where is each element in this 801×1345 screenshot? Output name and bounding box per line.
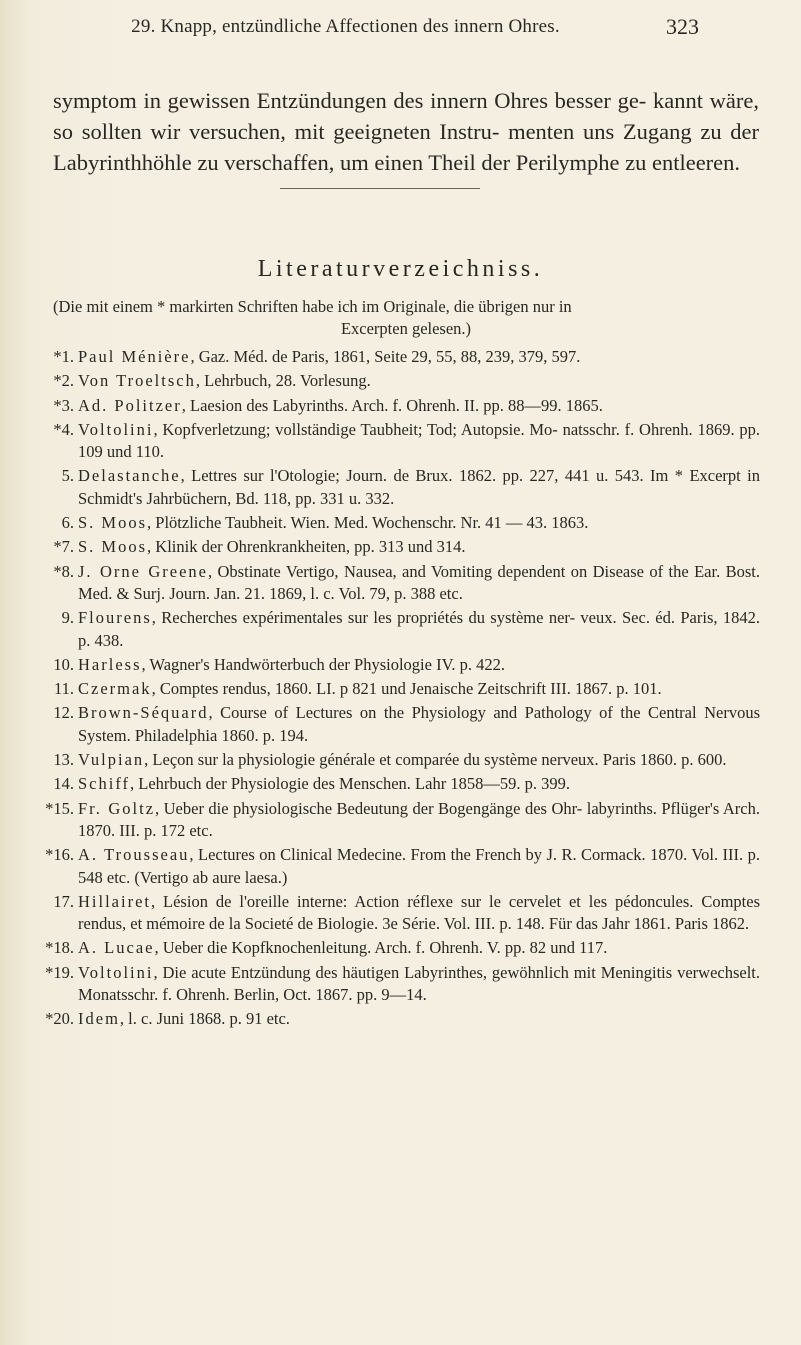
reference-text: , Ueber die physiologische Bedeutung der Bogengänge des Ohr- labyrinths. Pflüger's Arch. 1870. III. p. 172 etc. xyxy=(78,798,761,840)
reference-number: 10. xyxy=(53,654,74,674)
reference-text: , Klinik der Ohrenkrankheiten, pp. 313 und 314. xyxy=(147,537,466,557)
reference-text: , Die acute Entzündung des häutigen Labyrinthes, gewöhnlich mit Meningitis verwechselt. Monatsschr. f. Ohrenh. Berlin, Oct. 1867. pp. 9—14. xyxy=(78,962,760,1005)
reference-number: *7. xyxy=(53,537,74,557)
running-header xyxy=(0,14,801,40)
reference-number: *3. xyxy=(53,395,74,415)
reference-item xyxy=(40,798,760,843)
reference-author: S. Moos xyxy=(78,513,148,533)
reference-number: *19. xyxy=(45,962,74,982)
reference-author: S. Moos xyxy=(78,537,148,557)
reference-number: 5. xyxy=(61,466,74,486)
reference-author: Vulpian xyxy=(78,750,145,770)
reference-item xyxy=(40,678,760,700)
reference-text: , Obstinate Vertigo, Nausea, and Vomiting dependent on Disease of the Ear. Bost. Med. & Surj. Journ. Jan. 21. 1869, l. c. Vol. 79, p. 388 etc. xyxy=(78,561,760,603)
reference-number: *4. xyxy=(53,419,74,439)
reference-text: , Lehrbuch der Physiologie des Menschen. Lahr 1858—59. p. 399. xyxy=(130,774,570,794)
reference-item xyxy=(40,512,760,534)
reference-text: , Lettres sur l'Otologie; Journ. de Brux. 1862. pp. 227, 441 u. 543. Im * Excerpt in Schmidt's Jahrbüchern, Bd. 118, pp. 331 u. 332. xyxy=(78,466,760,508)
reference-item xyxy=(40,844,760,889)
reference-author: Brown-Séquard xyxy=(78,703,209,723)
reference-author: Voltolini xyxy=(78,962,154,982)
reference-author: A. Lucae xyxy=(78,938,155,958)
reference-author: Czermak xyxy=(78,679,152,699)
reference-number: *18. xyxy=(45,938,74,958)
reference-author: Harless xyxy=(78,654,142,674)
reference-number: 6. xyxy=(61,513,74,533)
reference-text: , Lectures on Clinical Medecine. From the French by J. R. Cormack. 1870. Vol. III. p. 548 etc. (Vertigo ab aure laesa.) xyxy=(78,845,760,887)
reference-author: Von Troeltsch xyxy=(78,371,196,391)
reference-item xyxy=(40,749,760,771)
reference-item xyxy=(40,395,760,417)
reference-number: *20. xyxy=(45,1009,74,1029)
reference-author: Hillairet xyxy=(78,891,151,911)
reference-author: Voltolini xyxy=(78,419,154,439)
reference-author: Paul Ménière xyxy=(78,347,191,366)
reference-item xyxy=(40,370,760,392)
reference-item xyxy=(40,346,760,368)
reference-text: , l. c. Juni 1868. p. 91 etc. xyxy=(119,1009,290,1029)
reference-text: , Recherches expérimentales sur les propriétés du système ner- veux. Sec. éd. Paris, 1842. p. 438. xyxy=(78,608,760,650)
reference-author: Fr. Goltz xyxy=(78,798,156,818)
reference-text: , Course of Lectures on the Physiology and Pathology of the Central Nervous System. Philadelphia 1860. p. 194. xyxy=(78,703,760,745)
reference-author: A. Trousseau xyxy=(78,845,190,865)
reference-number: *16. xyxy=(45,845,74,865)
reference-text: , Lésion de l'oreille interne: Action réflexe sur le cervelet et les pédoncules. Comptes rendus, et mémoire de la Societé de Biologie. 3e Série. Vol. III. p. 148. Für das Jahr 1861. Paris 1862. xyxy=(78,891,760,934)
reference-author: Idem xyxy=(78,1009,120,1029)
section-heading: Literaturverzeichniss. xyxy=(257,256,544,282)
reference-list xyxy=(40,346,760,1033)
reference-item xyxy=(40,937,760,959)
reference-text: , Plötzliche Taubheit. Wien. Med. Wochenschr. Nr. 41 — 43. 1863. xyxy=(147,513,589,533)
note-line-2: Excerpten gelesen.) xyxy=(340,319,472,338)
reference-text: , Laesion des Labyrinths. Arch. f. Ohrenh. II. pp. 88—99. 1865. xyxy=(181,395,603,415)
reference-number: *1. xyxy=(53,347,74,366)
intro-paragraph: symptom in gewissen Entzündungen des innern Ohres besser ge- kannt wäre, so sollten wir versuchen, mit geeigneten Instru- menten uns Zugang zu der Labyrinthhöhle zu verschaffen, um einen Theil der Perilymphe zu entleeren. xyxy=(53,87,759,175)
reference-number: 12. xyxy=(53,703,74,723)
reference-number: 9. xyxy=(61,608,74,628)
reference-author: Delastanche xyxy=(78,466,181,486)
reference-item xyxy=(40,465,760,510)
reference-item xyxy=(40,1008,760,1030)
reference-item xyxy=(40,773,760,795)
reference-number: 14. xyxy=(53,774,74,794)
reference-text: , Ueber die Kopfknochenleitung. Arch. f. Ohrenh. V. pp. 82 und 117. xyxy=(154,938,608,958)
reference-number: 11. xyxy=(53,679,74,699)
reference-item xyxy=(40,654,760,676)
reference-text: , Lehrbuch, 28. Vorlesung. xyxy=(195,371,371,391)
reference-text: , Comptes rendus, 1860. LI. p 821 und Jenaische Zeitschrift III. 1867. p. 101. xyxy=(151,679,662,699)
reference-text: , Kopfverletzung; vollständige Taubheit; Tod; Autopsie. Mo- natsschr. f. Ohrenh. 1869. pp. 109 und 110. xyxy=(78,419,760,462)
reference-item xyxy=(40,536,760,558)
reference-item xyxy=(40,561,760,606)
reference-author: Ad. Politzer xyxy=(78,395,182,415)
reference-item xyxy=(40,607,760,652)
note-line-1: (Die mit einem * markirten Schriften habe ich im Originale, die übrigen nur in xyxy=(53,297,572,316)
reference-author: Flourens xyxy=(78,608,152,628)
reference-number: *15. xyxy=(45,798,74,818)
running-title: 29. Knapp, entzündliche Affectionen des innern Ohres. xyxy=(131,16,560,37)
reference-number: *8. xyxy=(53,561,74,581)
reference-item xyxy=(40,962,760,1007)
reference-text: , Leçon sur la physiologie générale et comparée du système nerveux. Paris 1860. p. 600. xyxy=(144,750,727,770)
page-number: 323 xyxy=(666,14,699,39)
reference-text: , Wagner's Handwörterbuch der Physiologie IV. p. 422. xyxy=(141,654,505,674)
section-divider xyxy=(280,188,480,189)
reference-author: Schiff xyxy=(78,774,131,794)
reference-author: J. Orne Greene xyxy=(78,561,208,581)
reference-number: 13. xyxy=(53,750,74,770)
bibliography-note xyxy=(53,296,759,340)
reference-number: 17. xyxy=(53,891,74,911)
reference-text: , Gaz. Méd. de Paris, 1861, Seite 29, 55, 88, 239, 379, 597. xyxy=(190,347,581,366)
reference-number: *2. xyxy=(53,371,74,391)
reference-item xyxy=(40,702,760,747)
reference-item xyxy=(40,891,760,936)
reference-item xyxy=(40,419,760,464)
